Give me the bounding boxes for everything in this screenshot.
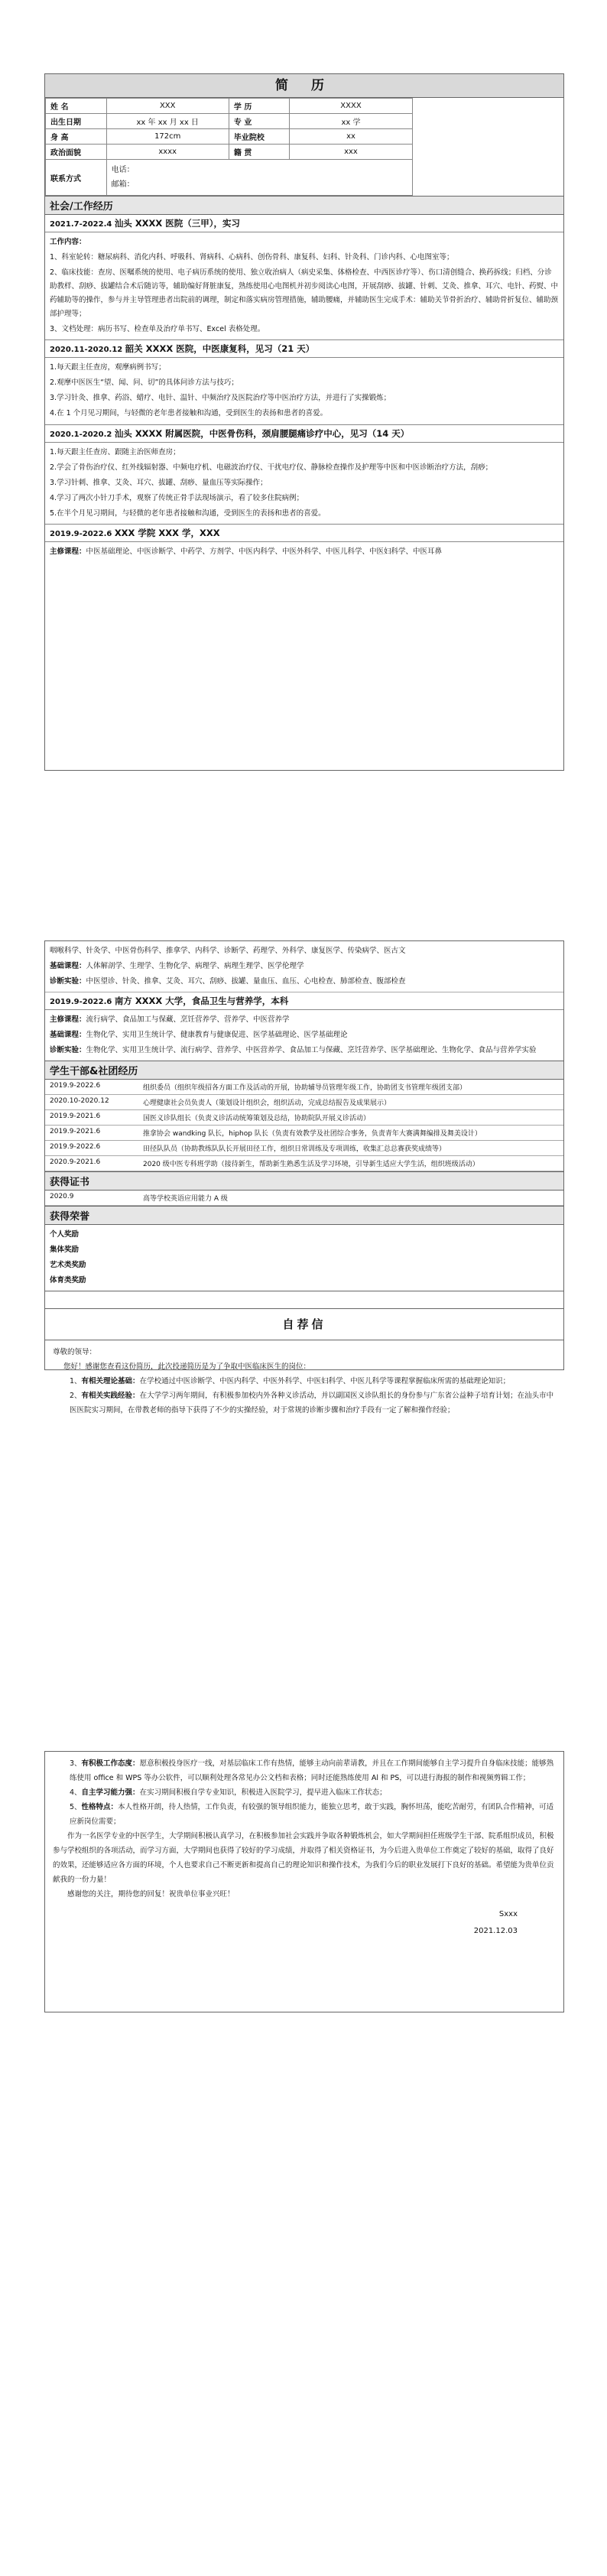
letter-point — [53, 1374, 556, 1389]
edu1-courses-label: 主修课程： — [50, 547, 86, 556]
job3-item: 4.学习了两次小针刀手术，观察了传统正骨手法现场演示，看了较多住院病例； — [50, 493, 304, 502]
job3-item: 3.学习针刺、推拿、艾灸、耳穴、拔罐、刮痧、量血压等实际操作； — [50, 478, 268, 487]
job1-subheading: 工作内容： — [50, 238, 86, 246]
edu1-header — [45, 524, 563, 542]
label-hometown: 籍 贯 — [229, 145, 290, 160]
job3-item: 2.学会了骨伤治疗仪、红外线辐射器、中频电疗机、电磁波治疗仪、干扰电疗仪、静脉检查操作及护理等中医和中医诊断治疗方法，刮痧； — [50, 463, 493, 472]
edu2-basic: 生物化学、实用卫生统计学、健康教育与健康促进、医学基础理论、医学基础理论 — [86, 1031, 348, 1040]
edu1-courses-continued: 咽喉科学、针灸学、中医骨伤科学、推拿学、内科学、诊断学、药理学、外科学、康复医学、传染病学、医古文 — [50, 947, 406, 955]
edu2-title: 南方 XXXX 大学，食品卫生与营养学，本科 — [114, 996, 289, 1007]
job3-details — [45, 443, 563, 524]
point-label: 有积极工作态度： — [81, 1759, 140, 1768]
item-text: 高等学校英语应用能力 A 级 — [143, 1195, 228, 1204]
label-degree: 学 历 — [229, 99, 290, 114]
greeting: 尊敬的领导： — [53, 1348, 97, 1357]
edu2-main: 流行病学、食品加工与保藏、烹饪营养学、营养学、中医营养学 — [86, 1015, 290, 1025]
resume-page-3 — [44, 1751, 564, 2012]
award-item: 个人奖励 — [50, 1230, 80, 1239]
item-date: 2019.9-2022.6 — [50, 1143, 101, 1152]
awards-list — [45, 1225, 563, 1291]
value-hometown: xxx — [290, 145, 412, 160]
section-work: 社会/工作经历 — [45, 196, 563, 215]
item-date: 2019.9-2022.6 — [50, 1082, 101, 1090]
edu1-basic-label: 基础课程： — [50, 962, 86, 971]
value-school: xx — [290, 129, 412, 145]
resume-page-2 — [44, 940, 564, 1415]
edu1-details — [45, 542, 563, 562]
value-name: XXX — [106, 99, 229, 114]
label-school: 毕业院校 — [229, 129, 290, 145]
job1-item: 1、科室轮转：糖尿病科、消化内科、呼吸科、肾病科、心病科、创伤骨科、康复科、妇科、针灸科、门诊内科、心电图室等； — [50, 253, 454, 262]
letter-closing: 感谢您的关注，期待您的回复！祝贵单位事业兴旺！ — [67, 1890, 235, 1899]
job1-date: 2021.7-2022.4 — [50, 220, 112, 229]
award-item: 艺术类奖励 — [50, 1261, 86, 1270]
job2-item: 4.在 1 个月见习期间，与轻微的老年患者接触和沟通，受到医生的表扬和患者的喜爱。 — [50, 409, 328, 418]
list-item — [45, 1191, 563, 1206]
cover-letter-title: 自荐信 — [45, 1309, 563, 1340]
job1-title: 汕头 XXXX 医院（三甲），实习 — [114, 218, 241, 229]
label-birth: 出生日期 — [46, 114, 107, 129]
point-number: 2、 — [70, 1392, 82, 1401]
edu2-basic-label: 基础课程： — [50, 1031, 86, 1040]
point-text: 在学校通过中医诊断学、中医内科学、中医外科学、中医妇科学、中医儿科学等课程掌握临床所需的基础理论知识； — [139, 1377, 511, 1386]
point-text: 本人性格开朗，待人热情，工作负责，有较强的领导组织能力，能独立思考，敢于实践，胸怀坦荡，能吃苦耐劳，有团队合作精神，可适应新岗位需要； — [70, 1803, 554, 1826]
edu2-header — [45, 992, 563, 1010]
point-label: 自主学习能力强： — [81, 1788, 140, 1797]
phone-label: 电话： — [111, 166, 135, 174]
list-item — [45, 1126, 563, 1141]
label-politics: 政治面貌 — [46, 145, 107, 160]
job2-item: 1.每天跟主任查房，观摩病例书写； — [50, 363, 166, 372]
resume-title: 简 历 — [45, 74, 563, 98]
job3-item: 5.在半个月见习期间，与轻微的老年患者接触和沟通，受到医生的表扬和患者的喜爱。 — [50, 508, 326, 518]
intro: 您好！感谢您查看这份简历，此次投递简历是为了争取中医临床医生的岗位： — [63, 1363, 311, 1372]
award-item: 集体奖励 — [50, 1246, 80, 1255]
edu1-basic: 人体解剖学、生理学、生物化学、病理学、病理生理学、医学伦理学 — [86, 962, 304, 971]
job1-item: 3、文档处理：病历书写、检查单及治疗单书写、Excel 表格处理。 — [50, 325, 265, 334]
list-item — [45, 1141, 563, 1156]
label-contact: 联系方式 — [46, 160, 107, 196]
job2-item: 3.学习针灸、推拿、药浴、蜡疗、电针、温针、中频治疗及医院治疗等中医治疗方法，并进行了实操锻炼； — [50, 394, 391, 403]
basic-info-table — [45, 98, 563, 196]
list-item — [45, 1156, 563, 1171]
label-height: 身 高 — [46, 129, 107, 145]
edu2-skill-label: 诊断实验： — [50, 1046, 86, 1055]
item-date: 2020.9-2021.6 — [50, 1158, 101, 1167]
job1-details — [45, 232, 563, 339]
item-date: 2019.9-2021.6 — [50, 1128, 101, 1136]
job3-date: 2020.1-2020.2 — [50, 430, 112, 439]
job3-title: 汕头 XXXX 附属医院，中医骨伤科，颈肩腰腿痛诊疗中心，见习（14 天） — [114, 427, 410, 439]
item-text: 心理健康社会员负责人（策划设计组织会，组织活动，完成总结报告及成果展示） — [143, 1100, 391, 1108]
job3-header — [45, 424, 563, 443]
value-politics: xxxx — [106, 145, 229, 160]
value-height: 172cm — [106, 129, 229, 145]
edu2-details — [45, 1010, 563, 1061]
section-certificates: 获得证书 — [45, 1171, 563, 1191]
list-item — [45, 1095, 563, 1110]
item-text: 国医义诊队组长（负责义诊活动统筹策划及总结，协助院队开展义诊活动） — [143, 1115, 371, 1123]
item-date: 2020.9 — [50, 1193, 74, 1201]
item-text: 组织委员（组织年级招各方面工作及活动的开展，协助辅导员管理年级工作，协助团支书管理年级团支部） — [143, 1084, 467, 1093]
job2-header — [45, 339, 563, 358]
email-label: 邮箱： — [111, 180, 135, 189]
item-date: 2019.9-2021.6 — [50, 1113, 101, 1121]
label-name: 姓 名 — [46, 99, 107, 114]
signature-block — [45, 1906, 563, 1940]
point-number: 3、 — [70, 1759, 82, 1768]
letter-point — [53, 1785, 556, 1800]
spacer — [45, 1291, 563, 1309]
edu2-skill: 生物化学、实用卫生统计学、流行病学、营养学、中医营养学、食品加工与保藏、烹饪营养学、医学基础理论、生物化学、食品与营养学实验 — [86, 1046, 537, 1055]
point-text: 在大学学习两年期间，有积极参加校内外各种义诊活动，并以副国医义诊队组长的身份参与广东省公益种子培育计划；在汕头市中医医院实习期间，在带教老师的指导下获得了不少的实操经验，对于常规的诊断步骤和治疗手段有一定了解和操作经验； — [70, 1392, 554, 1415]
edu1-skills-label: 诊断实验： — [50, 977, 86, 986]
section-leadership: 学生干部&社团经历 — [45, 1061, 563, 1080]
letter-point — [53, 1756, 556, 1785]
value-degree: XXXX — [290, 99, 412, 114]
leadership-list — [45, 1080, 563, 1171]
section-awards: 获得荣誉 — [45, 1206, 563, 1225]
edu1-skills: 中医望诊、针灸、推拿、艾灸、耳穴、刮痧、拔罐、量血压、血压、心电检查、肺部检查、腹部检查 — [86, 977, 406, 986]
signature-date: 2021.12.03 — [473, 1927, 518, 1935]
point-text: 在实习期间积极自学专业知识，积极进入医院学习，提早进入临床工作状态； — [139, 1788, 387, 1797]
point-label: 性格特点： — [81, 1803, 118, 1811]
list-item — [45, 1080, 563, 1095]
edu2-main-label: 主修课程： — [50, 1015, 86, 1025]
point-label: 有相关理论基础： — [81, 1377, 140, 1386]
point-number: 5、 — [70, 1803, 82, 1811]
point-number: 1、 — [70, 1377, 82, 1386]
letter-point — [53, 1389, 556, 1418]
item-text: 推拿协会 wandking 队长，hiphop 队长（负责有效教学及社团综合事务，负责青年大赛满舞编排及舞美设计） — [143, 1130, 482, 1139]
contact-cell — [106, 160, 412, 196]
point-number: 4、 — [70, 1788, 82, 1797]
label-major: 专 业 — [229, 114, 290, 129]
list-item — [45, 1110, 563, 1126]
edu1-date: 2019.9-2022.6 — [50, 529, 112, 538]
edu1-courses: 中医基础理论、中医诊断学、中药学、方剂学、中医内科学、中医外科学、中医儿科学、中医妇科学、中医耳鼻 — [86, 547, 443, 556]
cover-letter-body — [45, 1340, 563, 1422]
item-date: 2020.10-2020.12 — [50, 1097, 109, 1106]
letter-point — [53, 1800, 556, 1829]
point-label: 有相关实践经验： — [81, 1392, 140, 1401]
edu1-title: XXX 学院 XXX 学，XXX — [114, 527, 220, 538]
job1-header — [45, 215, 563, 232]
edu2-date: 2019.9-2022.6 — [50, 998, 112, 1007]
item-text: 2020 级中医专科班学助（接待新生，帮助新生熟悉生活及学习环境，引导新生适应大学生活，组织班级活动） — [143, 1161, 479, 1169]
job3-item: 1.每天跟主任查房、跟随主治医师查房； — [50, 447, 180, 456]
value-birth: xx 年 xx 月 xx 日 — [106, 114, 229, 129]
point-text: 愿意积极投身医疗一线，对基层临床工作有热情，能够主动向前辈请教，并且在工作期间能够自主学习提升自身临床技能；能够熟练使用 office 和 WPS 等办公软件，可以顺利处理各常见办公文档和表格；同时还能熟练使用 Al 和 PS，可以进行海报的制作和视频剪辑工作； — [70, 1759, 554, 1782]
item-text: 田径队队员（协助教练队队长开展田径工作，组织日常训练及专项训练，收集汇总总赛获奖成绩等） — [143, 1145, 446, 1154]
photo-area — [412, 99, 563, 196]
job2-item: 2.观摩中医医生“望、闻、问、切”的具体问诊方法与技巧； — [50, 378, 239, 388]
job2-date: 2020.11-2020.12 — [50, 346, 123, 355]
job1-item: 2、临床技能：查房、医嘱系统的使用、电子病历系统的使用、独立收治病人（病史采集、体格检查、中西医诊疗等）、伤口清创缝合、换药拆线；归档、分诊助教样、刮痧、拔罐结合术后随访等，辅助编好肾脏康复，熟练使用心电图机并初步阅读心电图，开展刮痧、拔罐、针刺、艾灸、推拿、耳穴、电针、药熨、中药辅助等的操作，参与并主导管理患者出院前的调理，制定和落实病房管理措施，辅助腰痛，并辅助医生完成手术：辅助关节骨折治疗、辅助骨折复位、辅助颈部护理等； — [50, 268, 559, 319]
cover-letter-continued — [45, 1752, 563, 1906]
signature-name: Sxxx — [498, 1910, 518, 1918]
job2-title: 韶关 XXXX 医院，中医康复科，见习（21 天） — [125, 343, 315, 355]
edu1-continued — [45, 941, 563, 992]
resume-page-1 — [44, 73, 564, 771]
award-item: 体育类奖励 — [50, 1276, 86, 1285]
job2-details — [45, 358, 563, 424]
value-major: xx 学 — [290, 114, 412, 129]
letter-paragraph: 作为一名医学专业的中医学生，大学期间积极认真学习，在积极参加社会实践并争取各种锻炼机会，如大学期间担任班级学生干部、院系组织成员，积极参与学校组织的各项活动，而学习方面，大学期间也获得了较好的学习成绩，并取得了相关资格证书，为今后进入贵单位工作奠定了较好的基础，取得了良好的效果，还能够适应各方面的环境，个人也要求自己不断更新和提高自己的理论知识和操作技术，为我们今后的职业发展打下良好的基础。希望能为贵单位贡献我的一份力量！ — [53, 1832, 554, 1884]
